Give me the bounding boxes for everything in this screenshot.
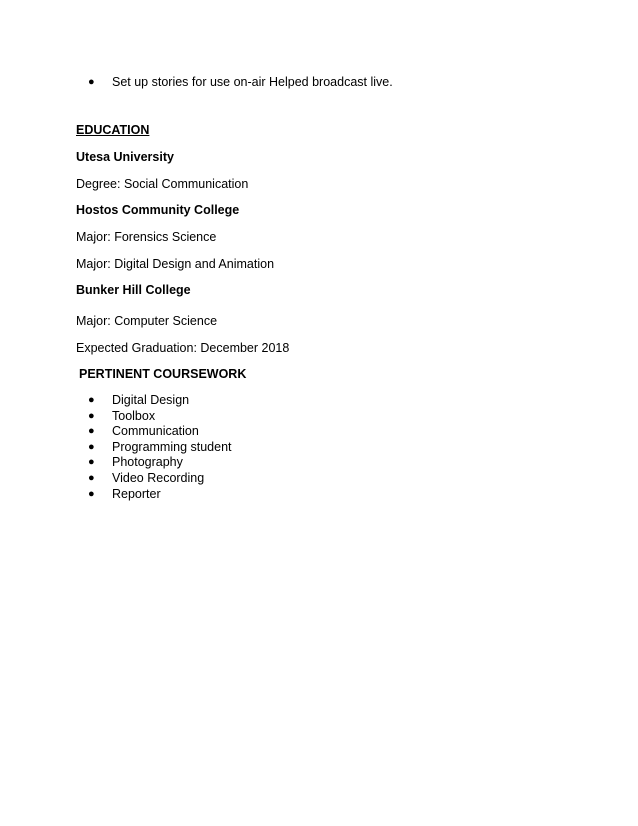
- bullet-icon: ●: [88, 409, 95, 422]
- experience-bullet-list: [88, 75, 393, 91]
- school-detail: Degree: Social Communication: [76, 177, 249, 191]
- list-item: [88, 471, 232, 487]
- education-heading: EDUCATION: [76, 123, 150, 137]
- school-name: Hostos Community College: [76, 203, 240, 217]
- coursework-heading: PERTINENT COURSEWORK: [79, 367, 247, 381]
- list-item: [88, 75, 393, 91]
- list-item: [88, 440, 232, 456]
- list-item-text: Digital Design: [112, 393, 190, 407]
- school-detail: Major: Forensics Science: [76, 230, 217, 244]
- coursework-list: [88, 393, 232, 502]
- school-detail: Major: Computer Science: [76, 314, 218, 328]
- bullet-icon: ●: [88, 456, 95, 469]
- list-item: [88, 455, 232, 471]
- list-item: [88, 409, 232, 425]
- list-item: [88, 393, 232, 409]
- list-item-text: Photography: [112, 455, 183, 470]
- bullet-icon: ●: [88, 76, 95, 88]
- list-item-text: Programming student: [112, 439, 232, 454]
- list-item-text: Reporter: [112, 486, 161, 501]
- list-item-text: Video Recording: [112, 470, 205, 485]
- bullet-icon: ●: [88, 425, 95, 438]
- list-item-text: Set up stories for use on-air Helped broadcast live.: [112, 75, 393, 89]
- school-name: Utesa University: [76, 150, 174, 164]
- list-item: [88, 487, 232, 503]
- list-item-text: Communication: [112, 424, 199, 439]
- bullet-icon: ●: [88, 487, 95, 500]
- bullet-icon: ●: [88, 440, 95, 453]
- school-name: Bunker Hill College: [76, 283, 191, 297]
- school-detail: Major: Digital Design and Animation: [76, 257, 275, 271]
- bullet-icon: ●: [88, 394, 95, 406]
- bullet-icon: ●: [88, 471, 95, 484]
- list-item: [88, 424, 232, 440]
- school-detail: Expected Graduation: December 2018: [76, 341, 290, 355]
- list-item-text: Toolbox: [112, 408, 156, 423]
